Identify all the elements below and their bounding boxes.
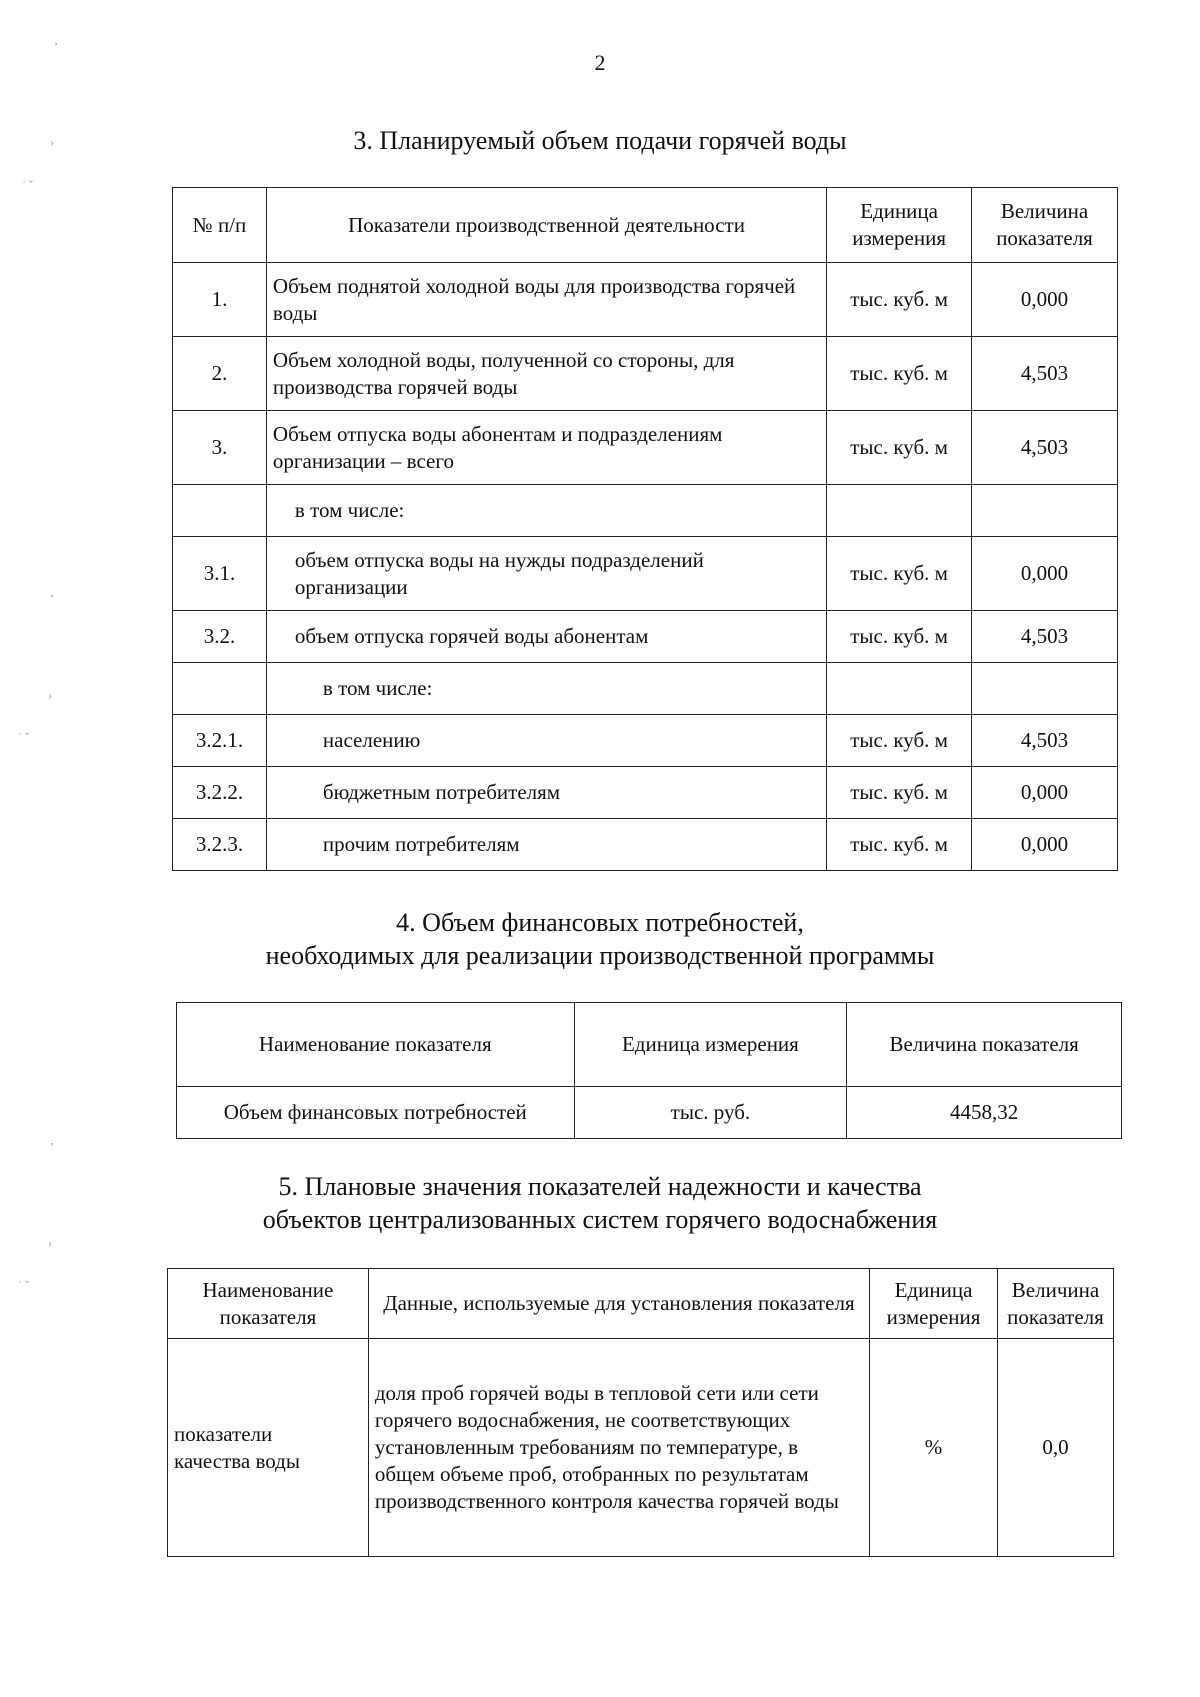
col-header-value: Величина показателя [847, 1003, 1122, 1087]
row-number: 2. [173, 337, 267, 411]
section5-title-line2: объектов централизованных систем горячего водоснабжения [262, 1205, 938, 1234]
table-row [173, 767, 1118, 819]
reliability-quality-table [167, 1268, 1114, 1557]
row-indicator: объем отпуска горячей воды абонентам [266, 611, 826, 663]
col-header-data: Данные, используемые для установления показателя [368, 1269, 869, 1339]
col-header-unit: Единица измерения [574, 1003, 847, 1087]
row-number: 3.2.3. [173, 819, 267, 871]
row-unit: тыс. куб. м [827, 611, 972, 663]
section4-title-line2: необходимых для реализации производственной программы [265, 941, 935, 970]
col-header-name: Наименование показателя [168, 1269, 369, 1339]
col-header-number: № п/п [173, 188, 267, 263]
row-value [972, 485, 1118, 537]
row-unit: тыс. куб. м [827, 411, 972, 485]
table-row [173, 611, 1118, 663]
scan-mark: › [48, 688, 52, 702]
row-unit: тыс. куб. м [827, 537, 972, 611]
row-indicator: в том числе: [266, 485, 826, 537]
table-row [173, 263, 1118, 337]
row-indicator: Объем отпуска воды абонентам и подразделениям организации – всего [266, 411, 826, 485]
scan-mark: ˙ ˇ [22, 178, 33, 192]
row-value: 0,000 [972, 767, 1118, 819]
section5-title-line1: 5. Плановые значения показателей надежности и качества [278, 1172, 922, 1201]
table-row [173, 819, 1118, 871]
row-name: показатели качества воды [168, 1339, 369, 1557]
row-number: 3.2.1. [173, 715, 267, 767]
row-indicator: объем отпуска воды на нужды подразделений организации [266, 537, 826, 611]
table-row [173, 485, 1118, 537]
col-header-unit: Единица измерения [827, 188, 972, 263]
row-number [173, 485, 267, 537]
scan-mark: ʼ [50, 592, 54, 606]
row-value: 4,503 [972, 611, 1118, 663]
scan-mark: › [50, 135, 54, 149]
table-row [173, 537, 1118, 611]
row-unit: тыс. куб. м [827, 715, 972, 767]
hot-water-volume-table [172, 187, 1118, 871]
row-number [173, 663, 267, 715]
row-indicator: прочим потребителям [266, 819, 826, 871]
row-value: 4458,32 [847, 1087, 1122, 1139]
table-header-row [173, 188, 1118, 263]
scan-mark: ˙ ˇ [18, 1278, 29, 1292]
row-number: 3.2. [173, 611, 267, 663]
table-header-row [168, 1269, 1114, 1339]
row-value: 4,503 [972, 715, 1118, 767]
row-indicator: в том числе: [266, 663, 826, 715]
section3-title: 3. Планируемый объем подачи горячей воды [353, 126, 847, 155]
scan-mark: ʼ [54, 40, 58, 54]
row-indicator: бюджетным потребителям [266, 767, 826, 819]
row-data: доля проб горячей воды в тепловой сети или сети горячего водоснабжения, не соответствующих установленным требованиям по температуре, в общем объеме проб, отобранных по результатам производственного контроля качества горячей воды [368, 1339, 869, 1557]
row-unit: тыс. куб. м [827, 767, 972, 819]
table-row [173, 337, 1118, 411]
row-value [972, 663, 1118, 715]
row-value: 0,000 [972, 537, 1118, 611]
row-unit: тыс. куб. м [827, 337, 972, 411]
row-indicator: населению [266, 715, 826, 767]
table-row [168, 1339, 1114, 1557]
table-header-row [177, 1003, 1122, 1087]
row-unit: тыс. куб. м [827, 263, 972, 337]
row-indicator: Объем поднятой холодной воды для производства горячей воды [266, 263, 826, 337]
row-unit [827, 485, 972, 537]
row-unit [827, 663, 972, 715]
col-header-indicator: Показатели производственной деятельности [266, 188, 826, 263]
row-value: 4,503 [972, 337, 1118, 411]
row-unit: тыс. руб. [574, 1087, 847, 1139]
row-number: 3.1. [173, 537, 267, 611]
row-indicator: Объем холодной воды, полученной со стороны, для производства горячей воды [266, 337, 826, 411]
table-row [177, 1087, 1122, 1139]
col-header-name: Наименование показателя [177, 1003, 575, 1087]
table-row [173, 663, 1118, 715]
row-value: 4,503 [972, 411, 1118, 485]
table-row [173, 411, 1118, 485]
scan-mark: ʼ [50, 1140, 54, 1154]
row-number: 1. [173, 263, 267, 337]
row-number: 3.2.2. [173, 767, 267, 819]
row-value: 0,0 [997, 1339, 1113, 1557]
row-name: Объем финансовых потребностей [177, 1087, 575, 1139]
scan-mark: ˙ ˇ [18, 730, 29, 744]
scan-mark: › [48, 1236, 52, 1250]
row-unit: тыс. куб. м [827, 819, 972, 871]
row-value: 0,000 [972, 819, 1118, 871]
table-row [173, 715, 1118, 767]
page-number: 2 [594, 50, 606, 75]
section4-title-line1: 4. Объем финансовых потребностей, [396, 908, 804, 937]
col-header-value: Величина показателя [972, 188, 1118, 263]
col-header-value: Величина показателя [997, 1269, 1113, 1339]
row-number: 3. [173, 411, 267, 485]
row-unit: % [870, 1339, 998, 1557]
col-header-unit: Единица измерения [870, 1269, 998, 1339]
row-value: 0,000 [972, 263, 1118, 337]
financial-needs-table [176, 1002, 1122, 1139]
